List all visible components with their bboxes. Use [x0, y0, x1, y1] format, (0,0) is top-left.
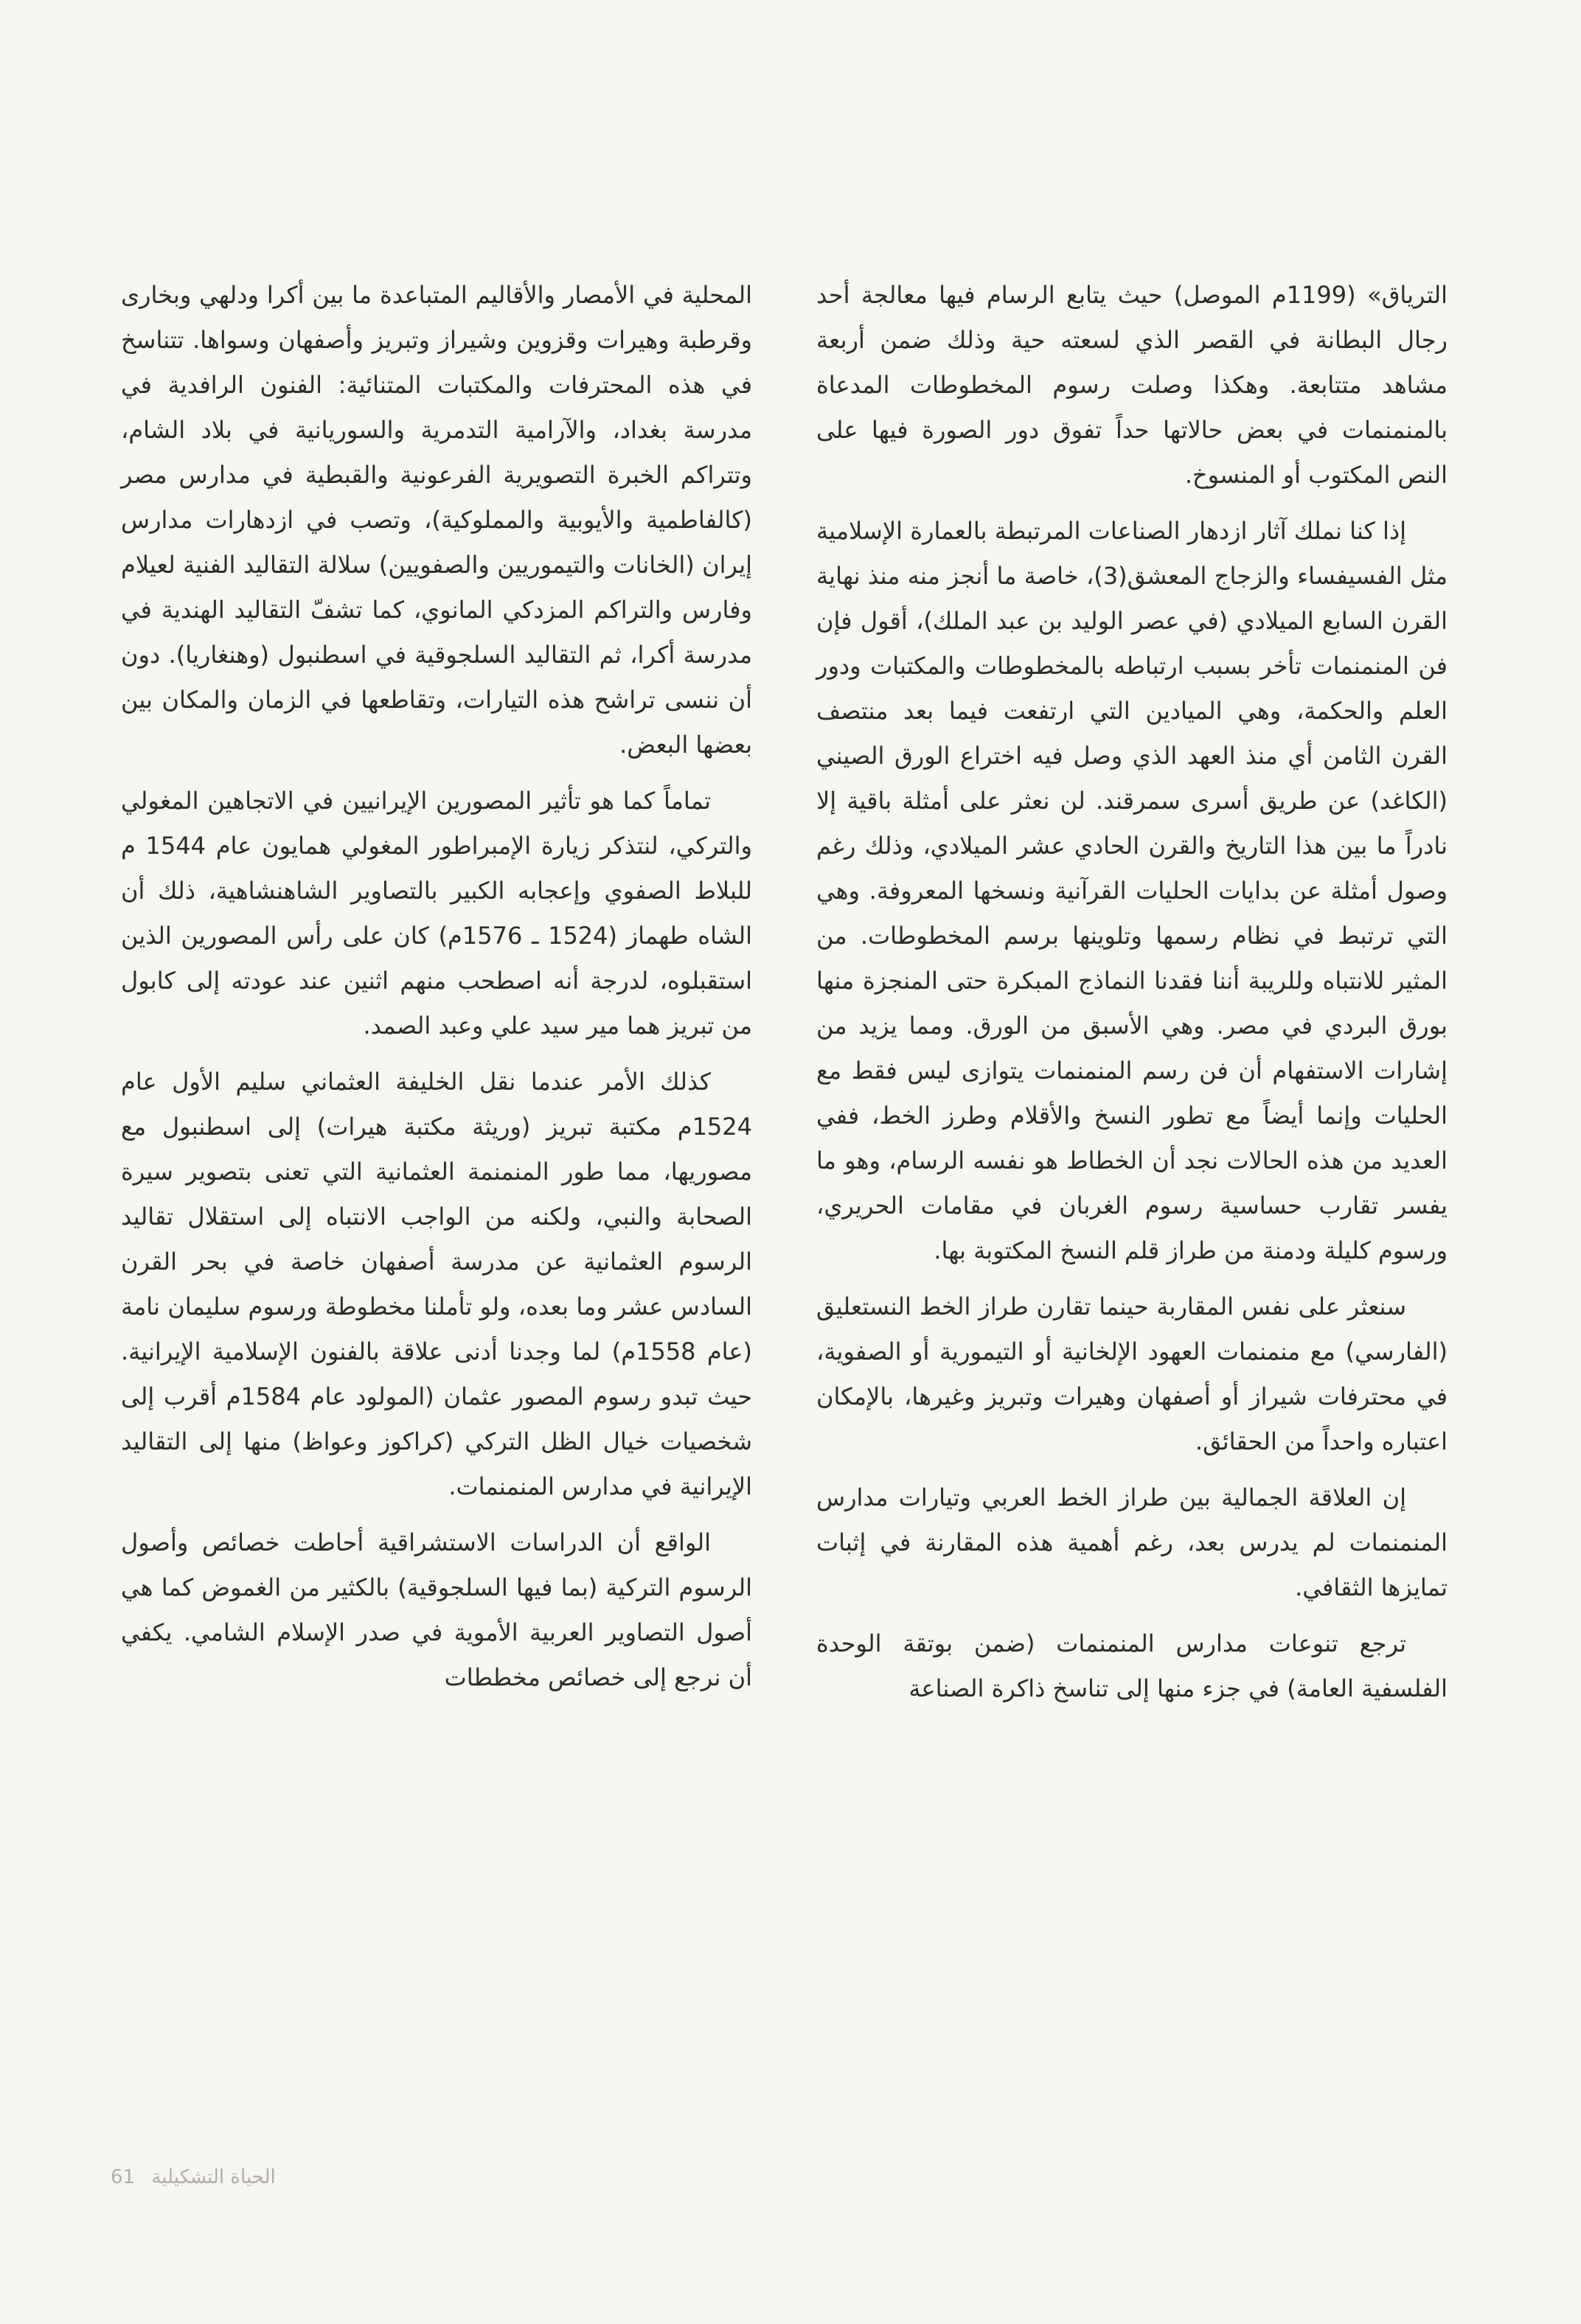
- paragraph: سنعثر على نفس المقاربة حينما تقارن طراز الخط النستعليق (الفارسي) مع منمنمات العهود الإلخانية أو التيمورية أو الصفوية، في محترفات شيراز أو أصفهان وهيرات وتبريز وغيرها، بالإمكان اعتباره واحداً من الحقائق.: [816, 1293, 1448, 1455]
- page-footer: [111, 2166, 276, 2188]
- text-column-right: [816, 273, 1448, 1722]
- paragraph: تماماً كما هو تأثير المصورين الإيرانيين في الاتجاهين المغولي والتركي، لنتذكر زيارة الإمبراطور المغولي همايون عام 1544 م للبلاط الصفوي وإعجابه الكبير بالتصاوير الشاهنشاهية، ذلك أن الشاه طهماز (1524 ـ 1576م) كان على رأس المصورين الذين استقبلوه، لدرجة أنه اصطحب منهم اثنين عند عودته إلى كابول من تبريز هما مير سيد علي وعبد الصمد.: [121, 787, 753, 1040]
- paragraph: المحلية في الأمصار والأقاليم المتباعدة ما بين أكرا ودلهي وبخارى وقرطبة وهيرات وقزوين وشيراز وتبريز وأصفهان وسواها. تتناسخ في هذه المحترفات والمكتبات المتنائية: الفنون الرافدية في مدرسة بغداد، والآرامية التدمرية والسوريانية في بلاد الشام، وتتراكم الخبرة التصويرية الفرعونية والقبطية في مدارس مصر (كالفاطمية والأيوبية والمملوكية)، وتصب في ازدهارات مدارس إيران (الخانات والتيموريين والصفويين) سلالة التقاليد الفنية لعيلام وفارس والتراكم المزدكي المانوي، كما تشفّ التقاليد الهندية في مدرسة أكرا، ثم التقاليد السلجوقية في اسطنبول (وهنغاريا). دون أن ننسى تراشح هذه التيارات، وتقاطعها في الزمان والمكان بين بعضها البعض.: [121, 281, 752, 759]
- paragraph: ترجع تنوعات مدارس المنمنمات (ضمن بوتقة الوحدة الفلسفية العامة) في جزء منها إلى تناسخ ذاكرة الصناعة: [816, 1629, 1448, 1702]
- magazine-name: الحياة التشكيلية: [151, 2166, 276, 2188]
- paragraph: إذا كنا نملك آثار ازدهار الصناعات المرتبطة بالعمارة الإسلامية مثل الفسيفساء والزجاج المعشق(3)، خاصة ما أنجز منه منذ نهاية القرن السابع الميلادي (في عصر الوليد بن عبد الملك)، أقول فإن فن المنمنمات تأخر بسبب ارتباطه بالمخطوطات والمكتبات ودور العلم والحكمة، وهي الميادين التي ارتفعت فيما بعد منتصف القرن الثامن أي منذ العهد الذي وصل فيه اختراع الورق الصيني (الكاغد) عن طريق أسرى سمرقند. لن نعثر على أمثلة باقية إلا نادراً ما بين هذا التاريخ والقرن الحادي عشر الميلادي، وذلك رغم وصول أمثلة عن بدايات الحليات القرآنية ونسخها المعروفة. وهي التي ترتبط في نظام رسمها وتلوينها برسم المخطوطات. من المثير للانتباه وللريبة أننا فقدنا النماذج المبكرة حتى المنجزة منها بورق البردي في مصر. وهي الأسبق من الورق. ومما يزيد من إشارات الاستفهام أن فن رسم المنمنمات يتوازى ليس فقط مع الحليات وإنما أيضاً مع تطور النسخ والأقلام وطرز الخط، ففي العديد من هذه الحالات نجد أن الخطاط هو نفسه الرسام، وهو ما يفسر تقارب حساسية رسوم الغربان في مقامات الحريري، ورسوم كليلة ودمنة من طراز قلم النسخ المكتوبة بها.: [816, 517, 1448, 1264]
- page-number: 61: [111, 2166, 136, 2188]
- paragraph: الواقع أن الدراسات الاستشراقية أحاطت خصائص وأصول الرسوم التركية (بما فيها السلجوقية) بالكثير من الغموض كما هي أصول التصاوير العربية الأموية في صدر الإسلام الشامي. يكفي أن نرجع إلى خصائص مخططات: [121, 1528, 752, 1691]
- paragraph: إن العلاقة الجمالية بين طراز الخط العربي وتيارات مدارس المنمنمات لم يدرس بعد، رغم أهمية هذه المقارنة في إثبات تمايزها الثقافي.: [816, 1483, 1448, 1601]
- paragraph: كذلك الأمر عندما نقل الخليفة العثماني سليم الأول عام 1524م مكتبة تبريز (وريثة مكتبة هيرات) إلى اسطنبول مع مصوريها، مما طور المنمنمة العثمانية التي تعنى بتصوير سيرة الصحابة والنبي، ولكنه من الواجب الانتباه إلى استقلال تقاليد الرسوم العثمانية عن مدرسة أصفهان خاصة في بحر القرن السادس عشر وما بعده، ولو تأملنا مخطوطة ورسوم سليمان نامة (عام 1558م) لما وجدنا أدنى علاقة بالفنون الإسلامية الإيرانية. حيث تبدو رسوم المصور عثمان (المولود عام 1584م أقرب إلى شخصيات خيال الظل التركي (كراكوز وعواظ) منها إلى التقاليد الإيرانية في مدارس المنمنمات.: [121, 1068, 753, 1500]
- text-column-left: [121, 273, 752, 1711]
- paragraph: الترياق» (1199م الموصل) حيث يتابع الرسام فيها معالجة أحد رجال البطانة في القصر الذي لسعته حية وذلك ضمن أربعة مشاهد متتابعة. وهكذا وصلت رسوم المخطوطات المدعاة بالمنمنمات في بعض حالاتها حداً تفوق دور الصورة فيها على النص المكتوب أو المنسوخ.: [816, 281, 1448, 489]
